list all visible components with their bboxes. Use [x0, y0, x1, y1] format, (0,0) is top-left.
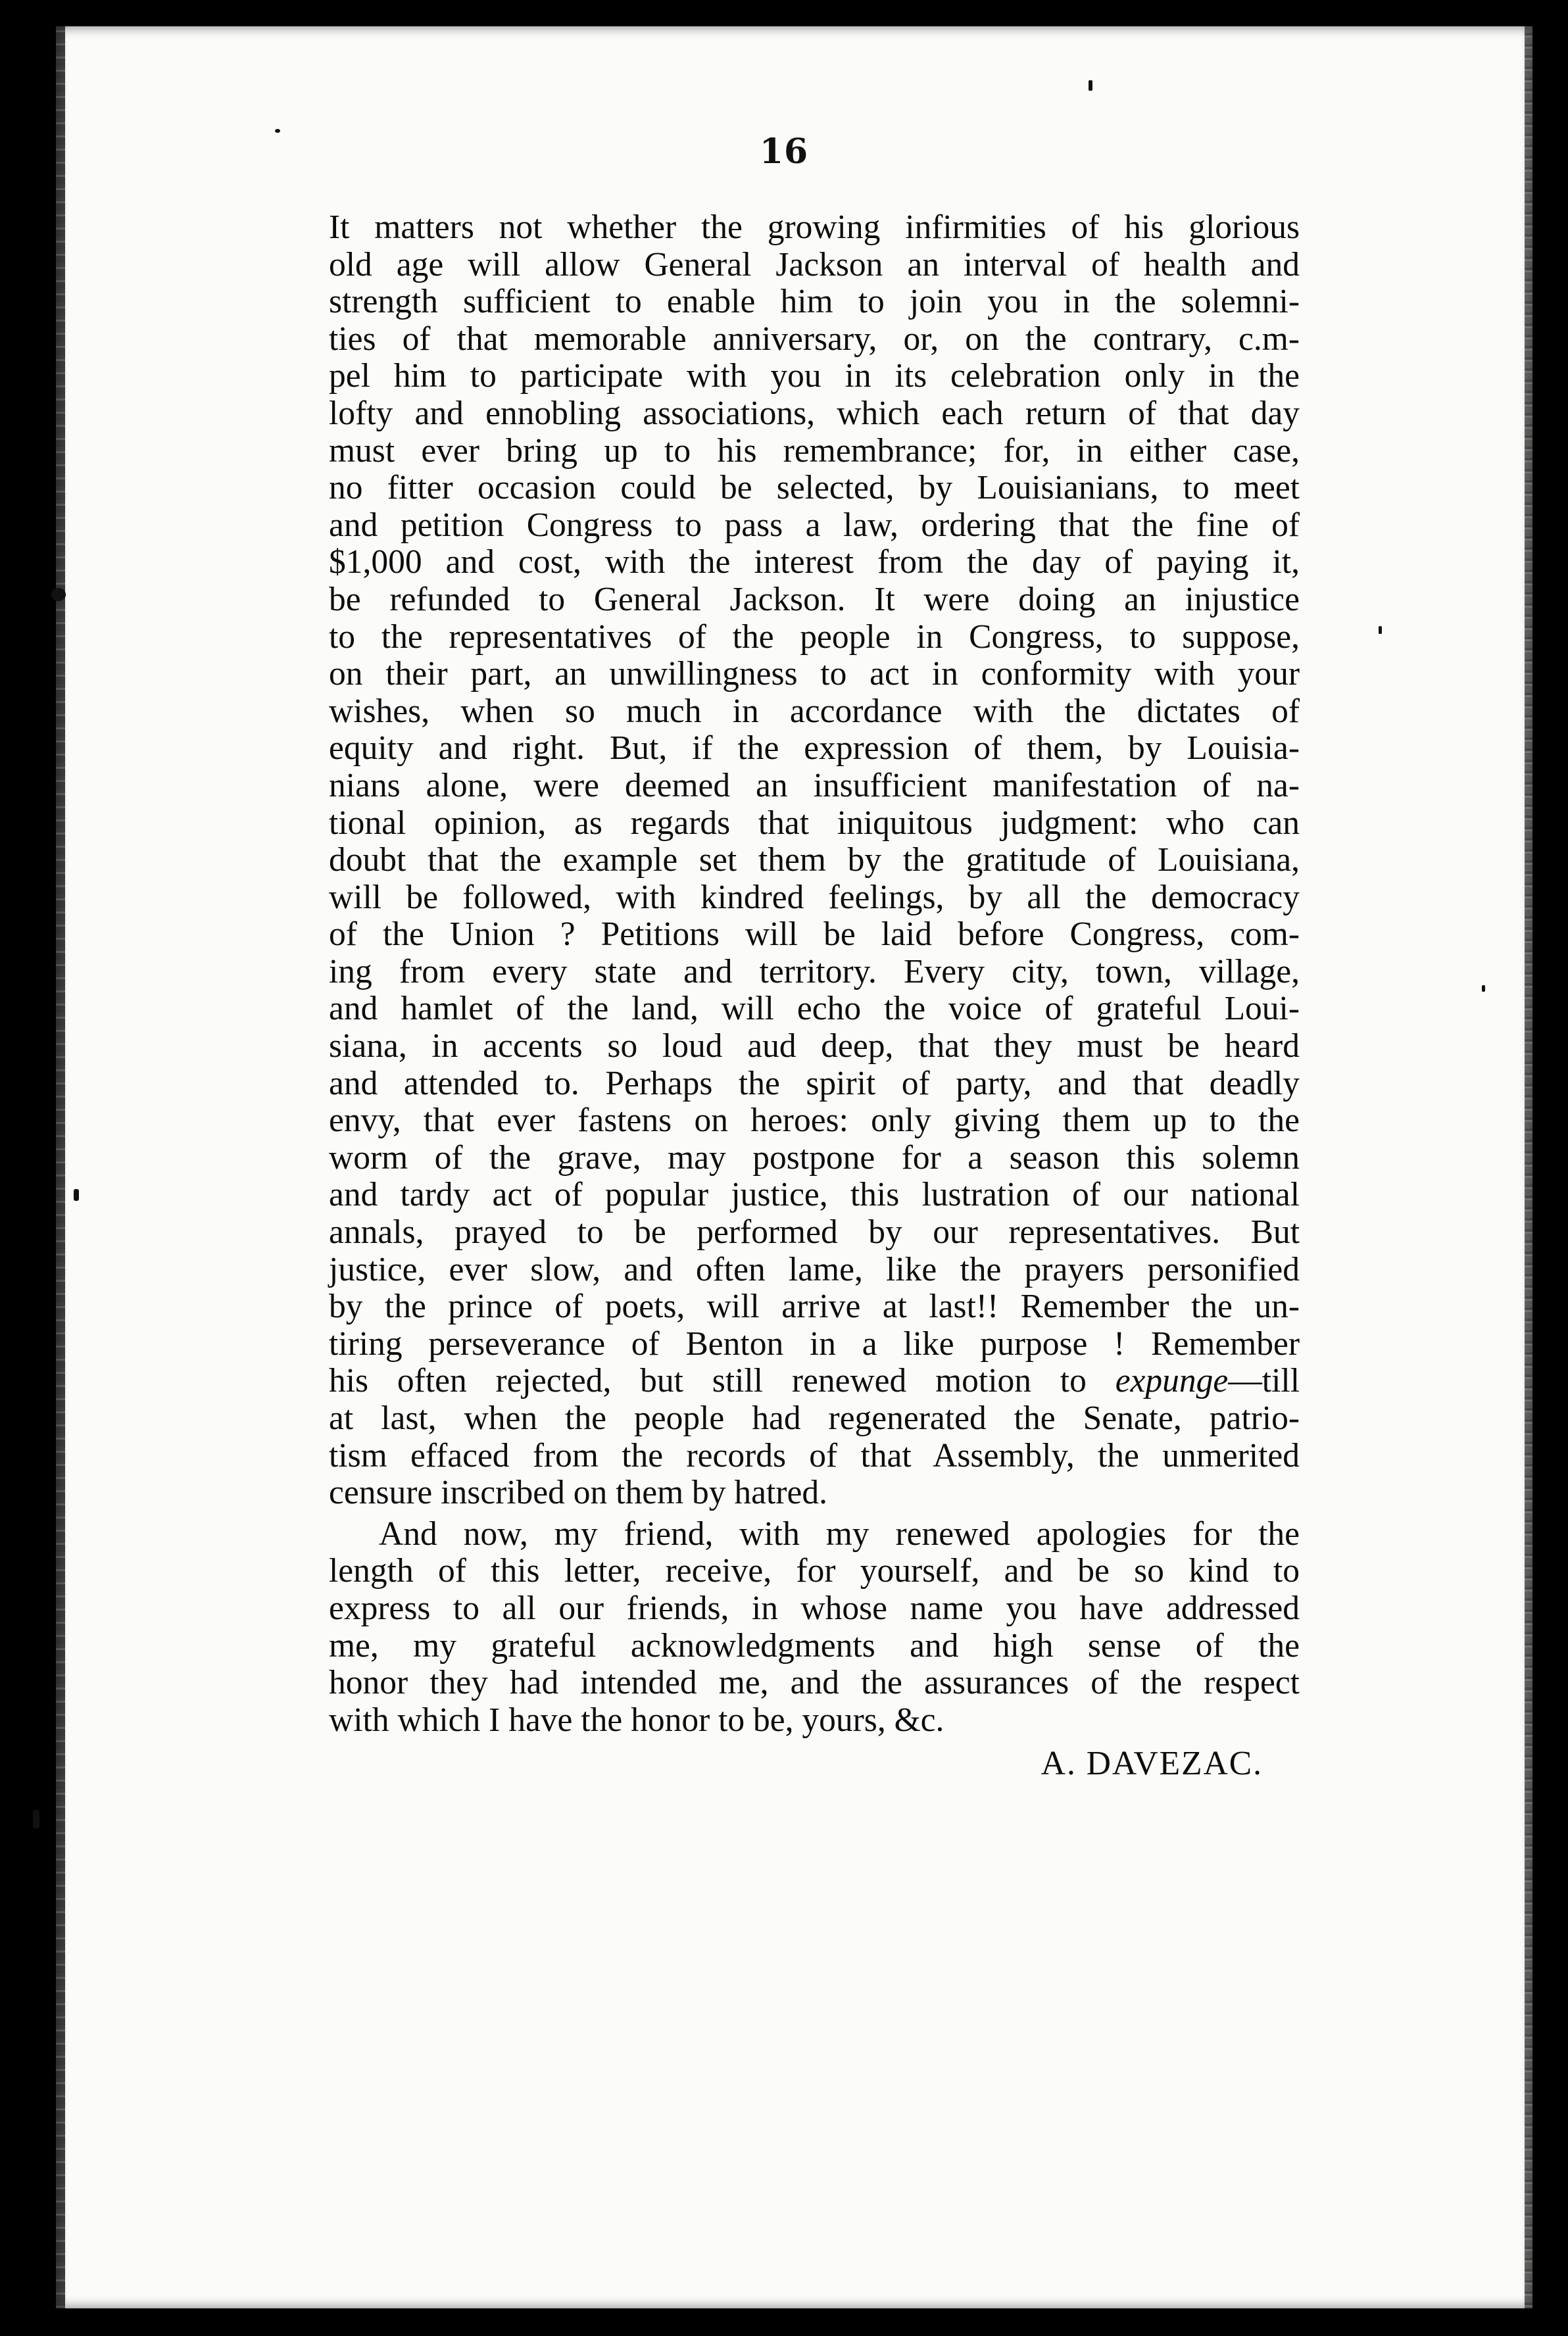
- text-line: strength sufficient to enable him to join you in the solemni-: [329, 283, 1300, 321]
- text-line: and hamlet of the land, will echo the voice of grateful Loui-: [329, 990, 1300, 1028]
- text-line: tional opinion, as regards that iniquitous judgment: who can: [329, 804, 1300, 842]
- text-line: And now, my friend, with my renewed apologies for the: [379, 1515, 1300, 1553]
- text-line: by the prince of poets, will arrive at last!! Remember the un-: [329, 1288, 1300, 1326]
- text-line: wishes, when so much in accordance with the dictates of: [329, 692, 1300, 730]
- text-line: old age will allow General Jackson an interval of health and: [329, 245, 1300, 283]
- text-line: on their part, an unwillingness to act in conformity with your: [329, 655, 1300, 693]
- text-line: annals, prayed to be performed by our representatives. But: [329, 1213, 1300, 1252]
- text-line: no fitter occasion could be selected, by Louisianians, to meet: [329, 469, 1300, 507]
- text-line: at last, when the people had regenerated the Senate, patrio-: [329, 1399, 1300, 1437]
- paragraph: [329, 209, 1300, 1512]
- page-number: 16: [759, 132, 809, 172]
- text-line: equity and right. But, if the expression of them, by Louisia-: [329, 729, 1300, 767]
- text-line: length of this letter, receive, for yourself, and be so kind to: [329, 1552, 1300, 1590]
- text-line: must ever bring up to his remembrance; for, in either case,: [329, 431, 1300, 470]
- text-line: ties of that memorable anniversary, or, on the contrary, c.m-: [329, 320, 1300, 358]
- paragraph: [329, 1516, 1300, 1740]
- text-line: $1,000 and cost, with the interest from the day of paying it,: [329, 543, 1300, 581]
- text-line: lofty and ennobling associations, which each return of that day: [329, 394, 1300, 432]
- ink-speck: [1379, 626, 1382, 634]
- text-line: to the representatives of the people in Congress, to suppose,: [329, 618, 1300, 656]
- ink-speck: [1089, 80, 1092, 91]
- text-line: his often rejected, but still renewed motion to expunge—till: [329, 1362, 1300, 1400]
- text-line: ing from every state and territory. Every city, town, village,: [329, 952, 1300, 990]
- text-line: will be followed, with kindred feelings, by all the democracy: [329, 878, 1300, 916]
- text-line: and petition Congress to pass a law, ordering that the fine of: [329, 506, 1300, 544]
- text-line: honor they had intended me, and the assurances of the respect: [329, 1664, 1300, 1702]
- left-scan-edge: [56, 26, 65, 2308]
- text-line: justice, ever slow, and often lame, like the prayers personified: [329, 1250, 1300, 1288]
- signature: A. DAVEZAC.: [1041, 1745, 1263, 1782]
- text-line: doubt that the example set them by the gratitude of Louisiana,: [329, 841, 1300, 879]
- text-line: and attended to. Perhaps the spirit of party, and that deadly: [329, 1064, 1300, 1102]
- text-line: tism effaced from the records of that Assembly, the unmerited: [329, 1436, 1300, 1474]
- text-line: worm of the grave, may postpone for a season this solemn: [329, 1138, 1300, 1177]
- text-line: censure inscribed on them by hatred.: [329, 1474, 827, 1512]
- text-line: be refunded to General Jackson. It were doing an injustice: [329, 580, 1300, 618]
- ink-speck: [33, 1810, 39, 1828]
- text-line: It matters not whether the growing infirmities of his glorious: [329, 208, 1300, 246]
- text-line: and tardy act of popular justice, this lustration of our national: [329, 1176, 1300, 1214]
- ink-speck: [51, 588, 66, 601]
- right-scan-edge: [1525, 26, 1532, 2308]
- text-line: express to all our friends, in whose name you have addressed: [329, 1589, 1300, 1627]
- text-line: of the Union ? Petitions will be laid before Congress, com-: [329, 915, 1300, 954]
- text-line: envy, that ever fastens on heroes: only giving them up to the: [329, 1102, 1300, 1140]
- text-line: tiring perseverance of Benton in a like purpose ! Remember: [329, 1325, 1300, 1363]
- text-line: me, my grateful acknowledgments and high sense of the: [329, 1626, 1300, 1665]
- text-line: pel him to participate with you in its celebration only in the: [329, 357, 1300, 395]
- text-line: siana, in accents so loud aud deep, that they must be heard: [329, 1027, 1300, 1065]
- letter-body: [329, 209, 1300, 1739]
- ink-speck: [74, 1189, 79, 1201]
- ink-speck: [1482, 985, 1485, 992]
- text-line: nians alone, were deemed an insufficient manifestation of na-: [329, 766, 1300, 804]
- text-line: with which I have the honor to be, yours, &c.: [329, 1701, 944, 1739]
